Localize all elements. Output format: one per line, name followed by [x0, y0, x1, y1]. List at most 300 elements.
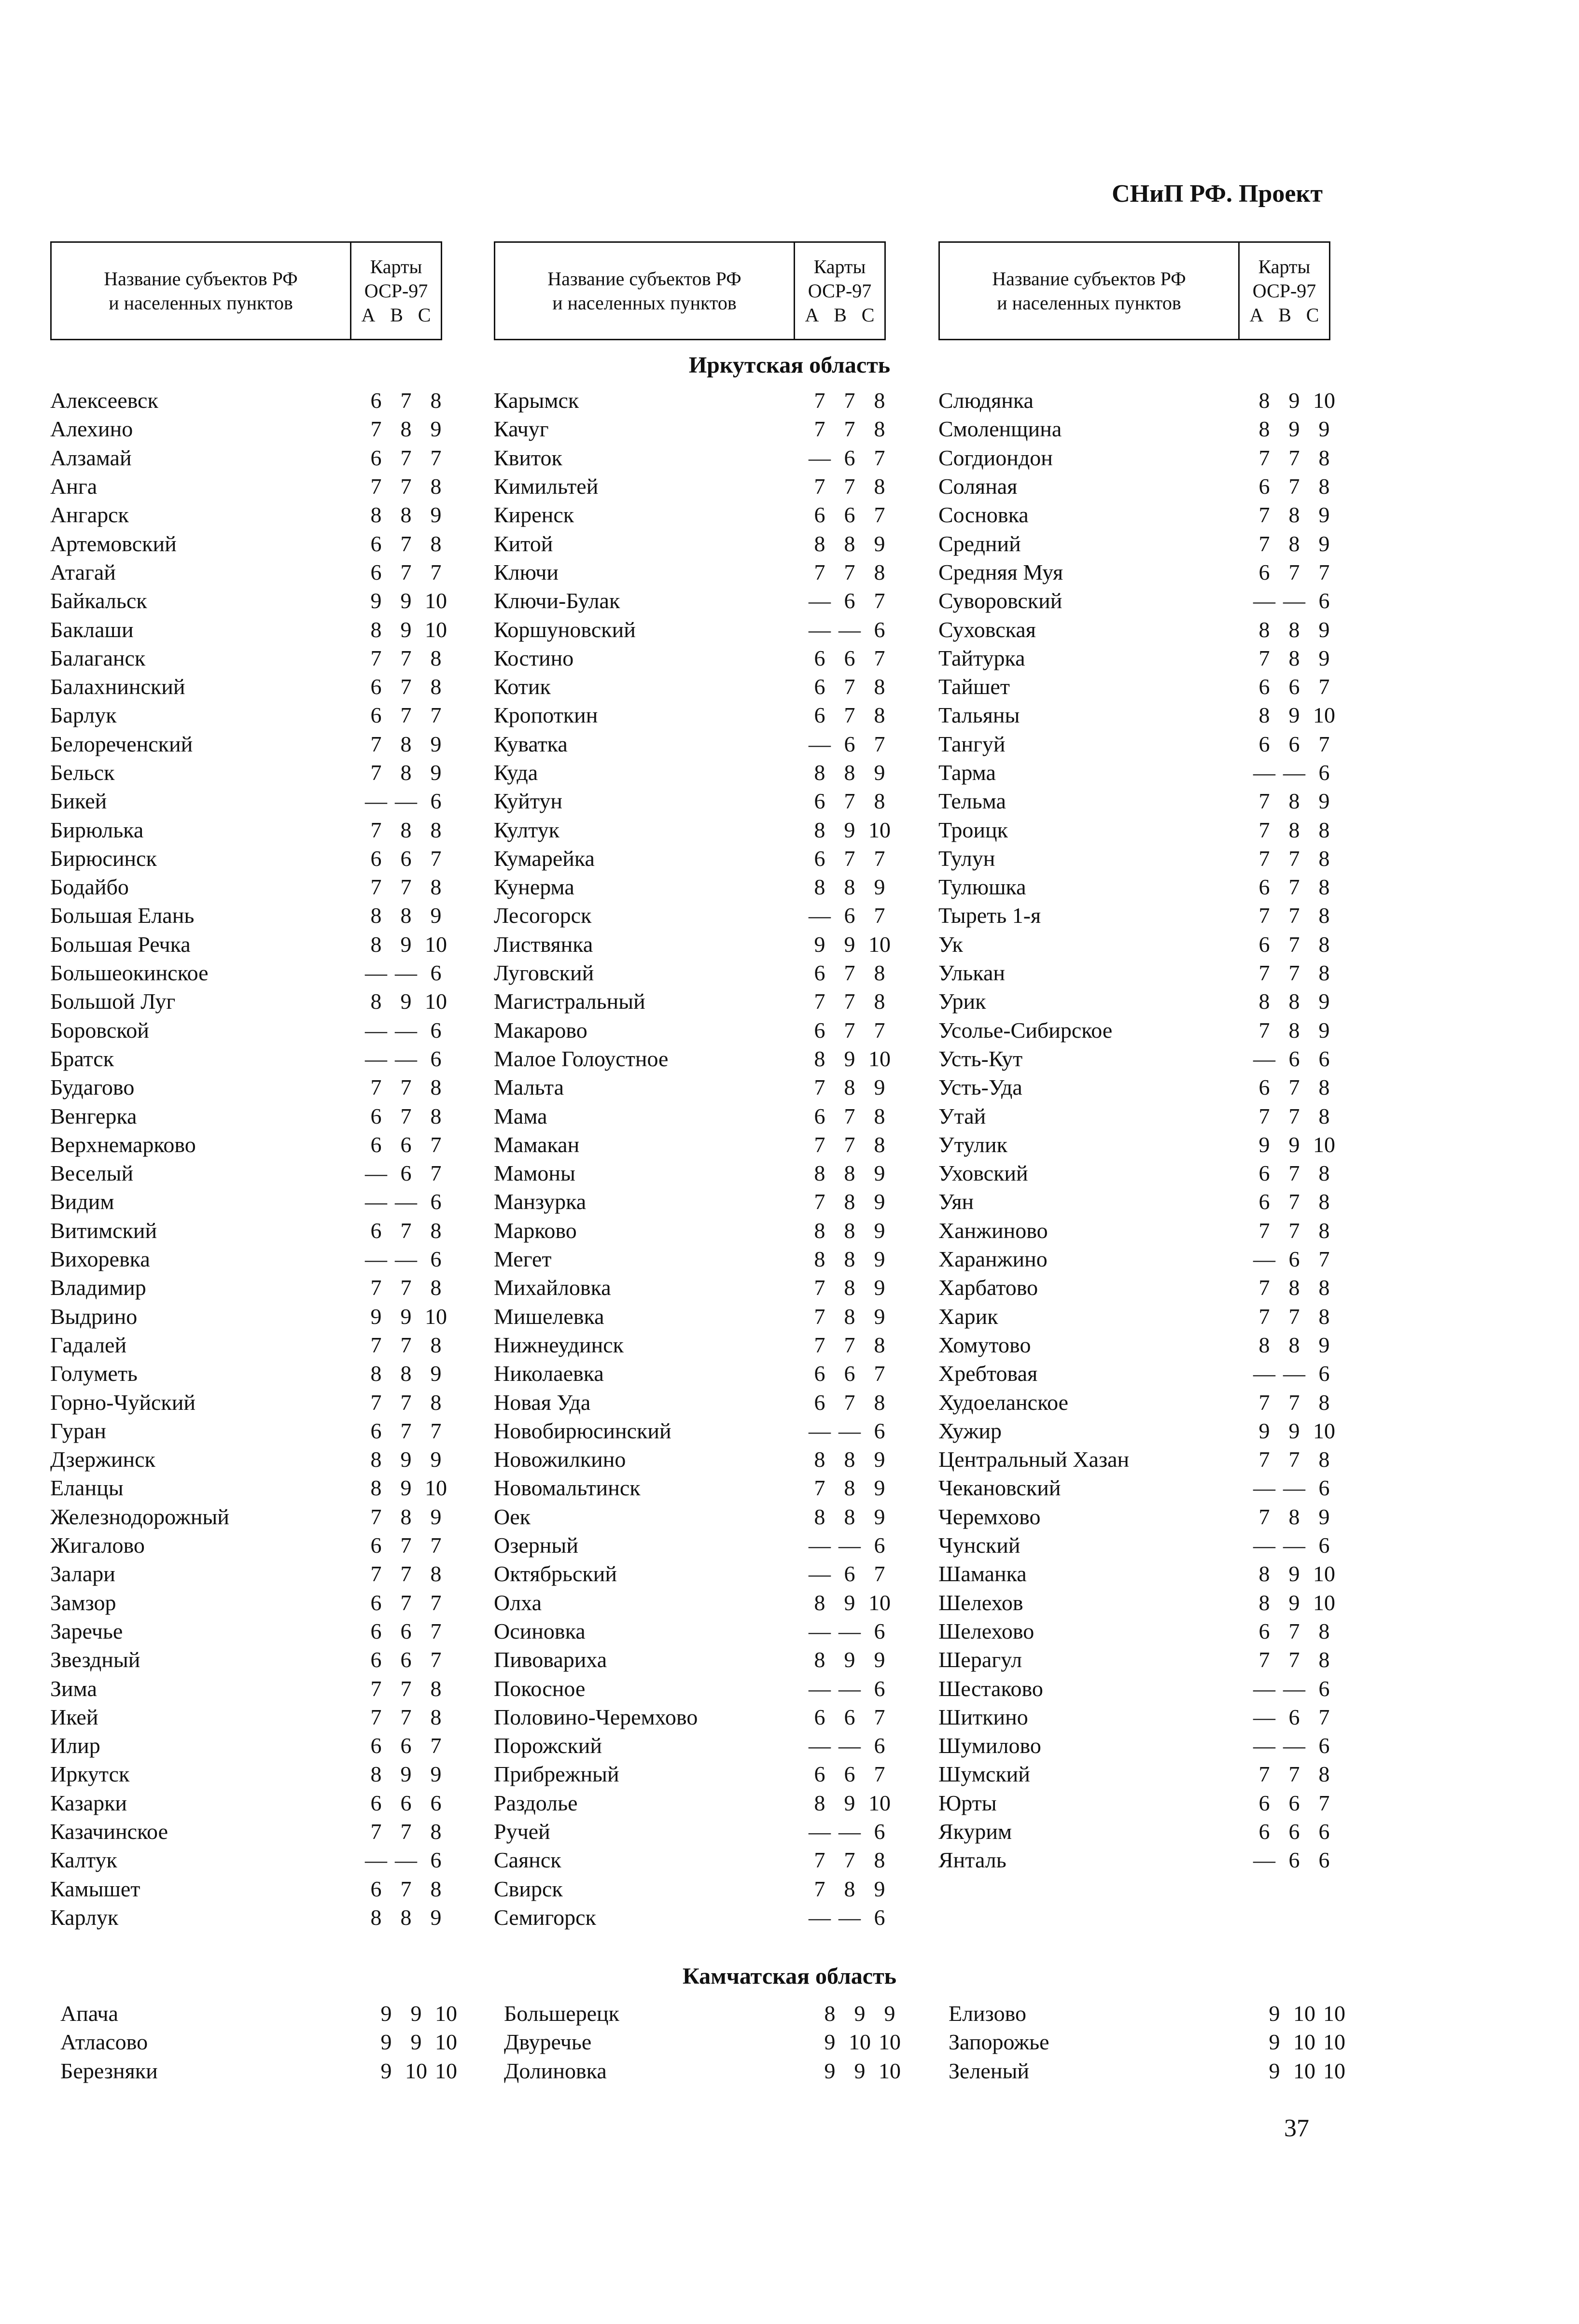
table-row	[50, 1503, 451, 1531]
table-row	[50, 987, 451, 1016]
settlement-name: Ключи	[494, 559, 559, 584]
value-a: 7	[370, 1390, 382, 1415]
value-a: 7	[814, 1075, 825, 1100]
settlement-name: Витимский	[50, 1218, 157, 1243]
settlement-name: Усть-Уда	[938, 1075, 1022, 1100]
value-c: 8	[1318, 1189, 1330, 1214]
settlement-name: Николаевка	[494, 1361, 604, 1386]
value-a: —	[1253, 1733, 1275, 1758]
value-a: —	[1253, 1361, 1275, 1386]
value-b: 6	[400, 1647, 412, 1672]
value-c: 8	[874, 388, 885, 413]
value-c: 9	[874, 1876, 885, 1901]
value-a: 8	[1258, 417, 1270, 442]
value-a: 6	[370, 388, 382, 413]
value-c: 9	[430, 417, 442, 442]
table-row	[938, 644, 1339, 672]
value-b: 6	[844, 1762, 855, 1787]
value-c: 8	[430, 1103, 442, 1128]
table-row	[50, 1674, 451, 1702]
table-row	[50, 1073, 451, 1101]
value-c: 8	[874, 703, 885, 728]
value-b: 8	[844, 875, 855, 900]
value-c: 9	[874, 531, 885, 556]
value-b: 9	[844, 817, 855, 842]
table-row	[938, 758, 1339, 787]
value-a: —	[809, 1561, 831, 1586]
value-a: 9	[824, 2030, 836, 2055]
value-c: 7	[430, 559, 442, 584]
table-row	[494, 873, 894, 901]
value-c: 8	[1318, 817, 1330, 842]
value-b: 6	[844, 445, 855, 470]
table-row	[50, 586, 451, 615]
value-c: 10	[1313, 703, 1335, 728]
settlement-name: Балахнинский	[50, 674, 185, 699]
settlement-name: Веселый	[50, 1161, 134, 1186]
table-row	[494, 558, 894, 586]
value-a: 7	[370, 1704, 382, 1729]
value-c: 6	[430, 1046, 442, 1071]
settlement-name: Камышет	[50, 1876, 140, 1901]
table-row	[494, 1331, 894, 1359]
value-a: 7	[370, 1561, 382, 1586]
settlement-name: Малое Голоустное	[494, 1046, 669, 1071]
value-c: 7	[430, 1161, 442, 1186]
value-a: —	[1253, 1475, 1275, 1501]
value-c: 7	[430, 445, 442, 470]
value-b: 6	[400, 1790, 412, 1815]
settlement-name: Пивовариха	[494, 1647, 607, 1672]
value-a: 6	[1258, 474, 1270, 499]
table-row	[938, 1331, 1339, 1359]
value-a: 7	[1258, 1504, 1270, 1529]
value-c: 9	[1318, 989, 1330, 1014]
value-b: —	[395, 1046, 417, 1071]
value-b: 7	[844, 474, 855, 499]
value-b: 8	[844, 1876, 855, 1901]
value-c: 7	[874, 1762, 885, 1787]
settlement-name: Утулик	[938, 1132, 1007, 1157]
table-row	[938, 1817, 1339, 1846]
table-row	[494, 1503, 894, 1531]
settlement-name: Большая Речка	[50, 932, 191, 957]
header-maps-cell	[795, 243, 884, 339]
value-b: —	[395, 960, 417, 986]
settlement-name: Большерецк	[504, 2001, 619, 2026]
table-row	[50, 1159, 451, 1187]
settlement-name: Прибрежный	[494, 1762, 619, 1787]
settlement-name: Оек	[494, 1504, 531, 1529]
header-osr-label: ОСР-97	[1252, 279, 1316, 302]
value-b: 9	[1288, 417, 1300, 442]
settlement-name: Чунский	[938, 1533, 1020, 1558]
table-row	[50, 730, 451, 758]
value-c: 8	[430, 875, 442, 900]
value-a: 7	[1258, 1647, 1270, 1672]
value-a: —	[809, 1819, 831, 1844]
settlement-name: Апача	[60, 2001, 118, 2026]
header-col-c: C	[418, 304, 431, 326]
value-b: —	[1283, 760, 1305, 785]
settlement-name: Бельск	[50, 760, 115, 785]
settlement-name: Владимир	[50, 1275, 146, 1300]
value-b: 9	[1288, 388, 1300, 413]
value-a: —	[809, 617, 831, 642]
value-a: 8	[1258, 1561, 1270, 1586]
table-row	[494, 815, 894, 844]
table-row	[50, 529, 451, 557]
value-a: 6	[814, 1017, 825, 1043]
value-c: 10	[868, 1790, 891, 1815]
value-a: 6	[370, 674, 382, 699]
table-row	[494, 1101, 894, 1130]
table-row	[938, 930, 1339, 959]
value-c: 8	[1318, 1161, 1330, 1186]
value-b: 7	[1288, 1647, 1300, 1672]
value-c: 10	[1323, 2030, 1345, 2055]
value-a: —	[809, 1905, 831, 1930]
value-b: —	[838, 1676, 861, 1701]
table-row	[50, 1388, 451, 1416]
settlement-name: Новая Уда	[494, 1390, 591, 1415]
value-b: 7	[400, 875, 412, 900]
value-a: 7	[814, 1189, 825, 1214]
value-a: 7	[1258, 789, 1270, 814]
value-c: 6	[430, 1017, 442, 1043]
settlement-name: Хребтовая	[938, 1361, 1038, 1386]
settlement-name: Кумарейка	[494, 846, 595, 871]
value-c: 6	[430, 1790, 442, 1815]
settlement-name: Артемовский	[50, 531, 177, 556]
value-c: 7	[430, 1533, 442, 1558]
kamchatka-column-1	[60, 1999, 461, 2085]
table-row	[938, 1245, 1339, 1273]
value-a: 6	[1258, 1075, 1270, 1100]
settlement-name: Усть-Кут	[938, 1046, 1023, 1071]
value-a: 6	[814, 1704, 825, 1729]
settlement-name: Большая Елань	[50, 903, 195, 928]
value-a: 8	[814, 1504, 825, 1529]
table-row	[938, 1273, 1339, 1302]
settlement-name: Суворовский	[938, 588, 1062, 613]
value-c: 9	[430, 1504, 442, 1529]
header-col-a: A	[361, 304, 376, 326]
value-b: 7	[400, 1590, 412, 1615]
value-a: —	[809, 445, 831, 470]
value-b: 7	[400, 674, 412, 699]
value-b: 7	[1288, 846, 1300, 871]
table-header-col1	[50, 241, 442, 340]
value-c: 7	[1318, 674, 1330, 699]
value-a: 7	[370, 417, 382, 442]
value-a: 7	[1258, 502, 1270, 528]
value-c: 8	[874, 674, 885, 699]
value-c: 9	[874, 1189, 885, 1214]
value-b: 9	[410, 2001, 422, 2026]
value-c: 9	[874, 1504, 885, 1529]
value-a: —	[1253, 760, 1275, 785]
settlement-name: Гадалей	[50, 1332, 127, 1357]
value-b: 8	[844, 1075, 855, 1100]
table-row	[494, 1817, 894, 1846]
value-c: 8	[430, 674, 442, 699]
value-a: 7	[1258, 1017, 1270, 1043]
value-a: 6	[370, 1218, 382, 1243]
value-c: 7	[874, 1704, 885, 1729]
table-header-col2	[494, 241, 886, 340]
settlement-name: Залари	[50, 1561, 115, 1586]
value-c: 8	[1318, 1075, 1330, 1100]
header-col-a: A	[1249, 304, 1264, 326]
table-row	[50, 1903, 451, 1932]
settlement-name: Юрты	[938, 1790, 997, 1815]
table-row	[494, 586, 894, 615]
value-a: —	[809, 1676, 831, 1701]
value-b: —	[1283, 1676, 1305, 1701]
value-a: 8	[814, 1790, 825, 1815]
settlement-name: Анга	[50, 474, 98, 499]
value-c: 6	[1318, 1533, 1330, 1558]
value-c: 6	[874, 1676, 885, 1701]
value-a: 8	[370, 989, 382, 1014]
table-row	[50, 844, 451, 873]
settlement-name: Железнодорожный	[50, 1504, 229, 1529]
value-b: 6	[400, 1733, 412, 1758]
value-b: 7	[400, 1561, 412, 1586]
settlement-name: Ангарск	[50, 502, 129, 528]
value-a: 7	[370, 1504, 382, 1529]
value-b: 7	[1288, 932, 1300, 957]
value-a: 8	[814, 531, 825, 556]
value-a: 8	[814, 1590, 825, 1615]
value-a: 8	[814, 1161, 825, 1186]
value-c: 7	[874, 502, 885, 528]
value-c: 7	[430, 1618, 442, 1643]
value-b: —	[838, 1819, 861, 1844]
value-b: 7	[844, 960, 855, 986]
value-c: 8	[430, 1275, 442, 1300]
value-c: 8	[1318, 1447, 1330, 1472]
value-b: —	[395, 1848, 417, 1873]
table-row	[50, 672, 451, 701]
settlement-name: Харанжино	[938, 1247, 1048, 1272]
value-a: —	[1253, 1247, 1275, 1272]
value-c: 8	[1318, 903, 1330, 928]
settlement-name: Зима	[50, 1676, 97, 1701]
value-b: 7	[1288, 903, 1300, 928]
value-c: 8	[1318, 1647, 1330, 1672]
value-c: 8	[874, 1332, 885, 1357]
value-b: 7	[1288, 1304, 1300, 1329]
value-a: —	[365, 960, 387, 986]
table-row	[50, 1101, 451, 1130]
value-b: 7	[400, 1819, 412, 1844]
table-row	[938, 558, 1339, 586]
settlement-name: Тангуй	[938, 731, 1006, 756]
table-row	[938, 1073, 1339, 1101]
value-b: 8	[400, 760, 412, 785]
settlement-name: Верхнемарково	[50, 1132, 196, 1157]
table-row	[50, 615, 451, 643]
value-a: 6	[1258, 1161, 1270, 1186]
table-row	[494, 1273, 894, 1302]
value-b: 7	[400, 1876, 412, 1901]
value-c: 9	[874, 1075, 885, 1100]
value-a: 7	[370, 1676, 382, 1701]
value-b: —	[395, 789, 417, 814]
value-b: 7	[1288, 1189, 1300, 1214]
settlement-name: Кимильтей	[494, 474, 599, 499]
settlement-name: Шелехово	[938, 1618, 1034, 1643]
settlement-name: Барлук	[50, 703, 117, 728]
value-a: 6	[1258, 559, 1270, 584]
settlement-name: Центральный Хазан	[938, 1447, 1130, 1472]
table-row	[494, 930, 894, 959]
table-row	[494, 1044, 894, 1073]
settlement-name: Котик	[494, 674, 551, 699]
value-c: 6	[430, 1189, 442, 1214]
value-a: 8	[824, 2001, 836, 2026]
table-row	[938, 1216, 1339, 1245]
table-row	[50, 701, 451, 729]
table-row	[494, 529, 894, 557]
value-c: 10	[879, 2030, 901, 2055]
value-b: 6	[1288, 1848, 1300, 1873]
value-a: 9	[1269, 2001, 1280, 2026]
value-c: 8	[1318, 1103, 1330, 1128]
value-a: 6	[370, 1733, 382, 1758]
value-c: 9	[874, 1247, 885, 1272]
value-c: 10	[1313, 1590, 1335, 1615]
value-b: 7	[400, 531, 412, 556]
value-c: 9	[430, 1447, 442, 1472]
value-c: 9	[430, 1762, 442, 1787]
settlement-name: Чекановский	[938, 1475, 1061, 1501]
table-row	[494, 1874, 894, 1903]
table-row	[50, 1588, 451, 1616]
table-row	[494, 1130, 894, 1159]
settlement-name: Култук	[494, 817, 560, 842]
value-a: 6	[814, 703, 825, 728]
table-row	[494, 1531, 894, 1559]
value-c: 8	[1318, 445, 1330, 470]
value-b: 7	[844, 674, 855, 699]
settlement-name: Голуметь	[50, 1361, 138, 1386]
value-b: 7	[844, 559, 855, 584]
settlement-name: Хужир	[938, 1418, 1002, 1443]
value-b: 8	[1288, 531, 1300, 556]
value-c: 9	[1318, 789, 1330, 814]
value-c: 8	[430, 1561, 442, 1586]
value-c: 8	[1318, 1304, 1330, 1329]
value-b: —	[1283, 1475, 1305, 1501]
value-b: 7	[1288, 1161, 1300, 1186]
table-row	[50, 1302, 451, 1331]
value-c: 8	[874, 1103, 885, 1128]
table-row	[504, 2057, 905, 2085]
table-row	[50, 901, 451, 930]
settlement-name: Макарово	[494, 1017, 587, 1043]
value-a: 6	[370, 1647, 382, 1672]
settlement-name: Ук	[938, 932, 963, 957]
settlement-name: Видим	[50, 1189, 114, 1214]
settlement-name: Михайловка	[494, 1275, 611, 1300]
value-a: —	[365, 789, 387, 814]
value-a: 7	[814, 1332, 825, 1357]
value-c: 9	[1318, 502, 1330, 528]
value-a: 8	[814, 1647, 825, 1672]
value-a: 8	[814, 1218, 825, 1243]
value-b: 6	[844, 1561, 855, 1586]
value-b: 8	[844, 1475, 855, 1501]
value-c: 9	[430, 903, 442, 928]
value-b: 7	[1288, 445, 1300, 470]
value-c: 10	[868, 1590, 891, 1615]
table-row	[938, 1101, 1339, 1130]
value-c: 10	[1313, 388, 1335, 413]
value-b: 7	[844, 1332, 855, 1357]
value-b: 8	[1288, 989, 1300, 1014]
settlement-name: Уян	[938, 1189, 974, 1214]
value-a: 6	[370, 531, 382, 556]
settlement-name: Урик	[938, 989, 986, 1014]
settlement-name: Куда	[494, 760, 538, 785]
value-b: 8	[844, 1275, 855, 1300]
settlement-name: Магистральный	[494, 989, 645, 1014]
value-a: —	[809, 1733, 831, 1758]
value-b: 9	[854, 2058, 866, 2083]
value-b: 8	[400, 1905, 412, 1930]
table-row	[938, 586, 1339, 615]
value-a: —	[365, 1189, 387, 1214]
value-b: 6	[400, 1132, 412, 1157]
value-a: 7	[814, 1475, 825, 1501]
value-b: 9	[844, 1590, 855, 1615]
value-a: 7	[1258, 1447, 1270, 1472]
table-row	[494, 615, 894, 643]
irkutsk-column-1	[50, 386, 451, 1932]
value-b: 8	[844, 1504, 855, 1529]
value-b: 10	[1293, 2058, 1315, 2083]
settlement-name: Тулюшка	[938, 875, 1026, 900]
table-row	[60, 2028, 461, 2056]
settlement-name: Алехино	[50, 417, 133, 442]
settlement-name: Квиток	[494, 445, 562, 470]
value-c: 8	[1318, 1618, 1330, 1643]
value-a: 6	[814, 1390, 825, 1415]
value-a: 7	[814, 989, 825, 1014]
settlement-name: Долиновка	[504, 2058, 607, 2083]
settlement-name: Гуран	[50, 1418, 106, 1443]
settlement-name: Смоленщина	[938, 417, 1062, 442]
table-row	[938, 1645, 1339, 1674]
value-c: 7	[1318, 1247, 1330, 1272]
settlement-name: Покосное	[494, 1676, 586, 1701]
value-c: 8	[430, 645, 442, 670]
settlement-name: Куйтун	[494, 789, 562, 814]
table-row	[938, 615, 1339, 643]
value-a: 7	[1258, 1275, 1270, 1300]
value-b: 8	[1288, 1504, 1300, 1529]
value-c: 9	[430, 502, 442, 528]
value-c: 10	[1313, 1418, 1335, 1443]
value-b: 6	[400, 1161, 412, 1186]
header-name-label: и населенных пунктов	[109, 292, 293, 314]
value-b: 9	[854, 2001, 866, 2026]
value-b: —	[395, 1017, 417, 1043]
table-row	[938, 901, 1339, 930]
